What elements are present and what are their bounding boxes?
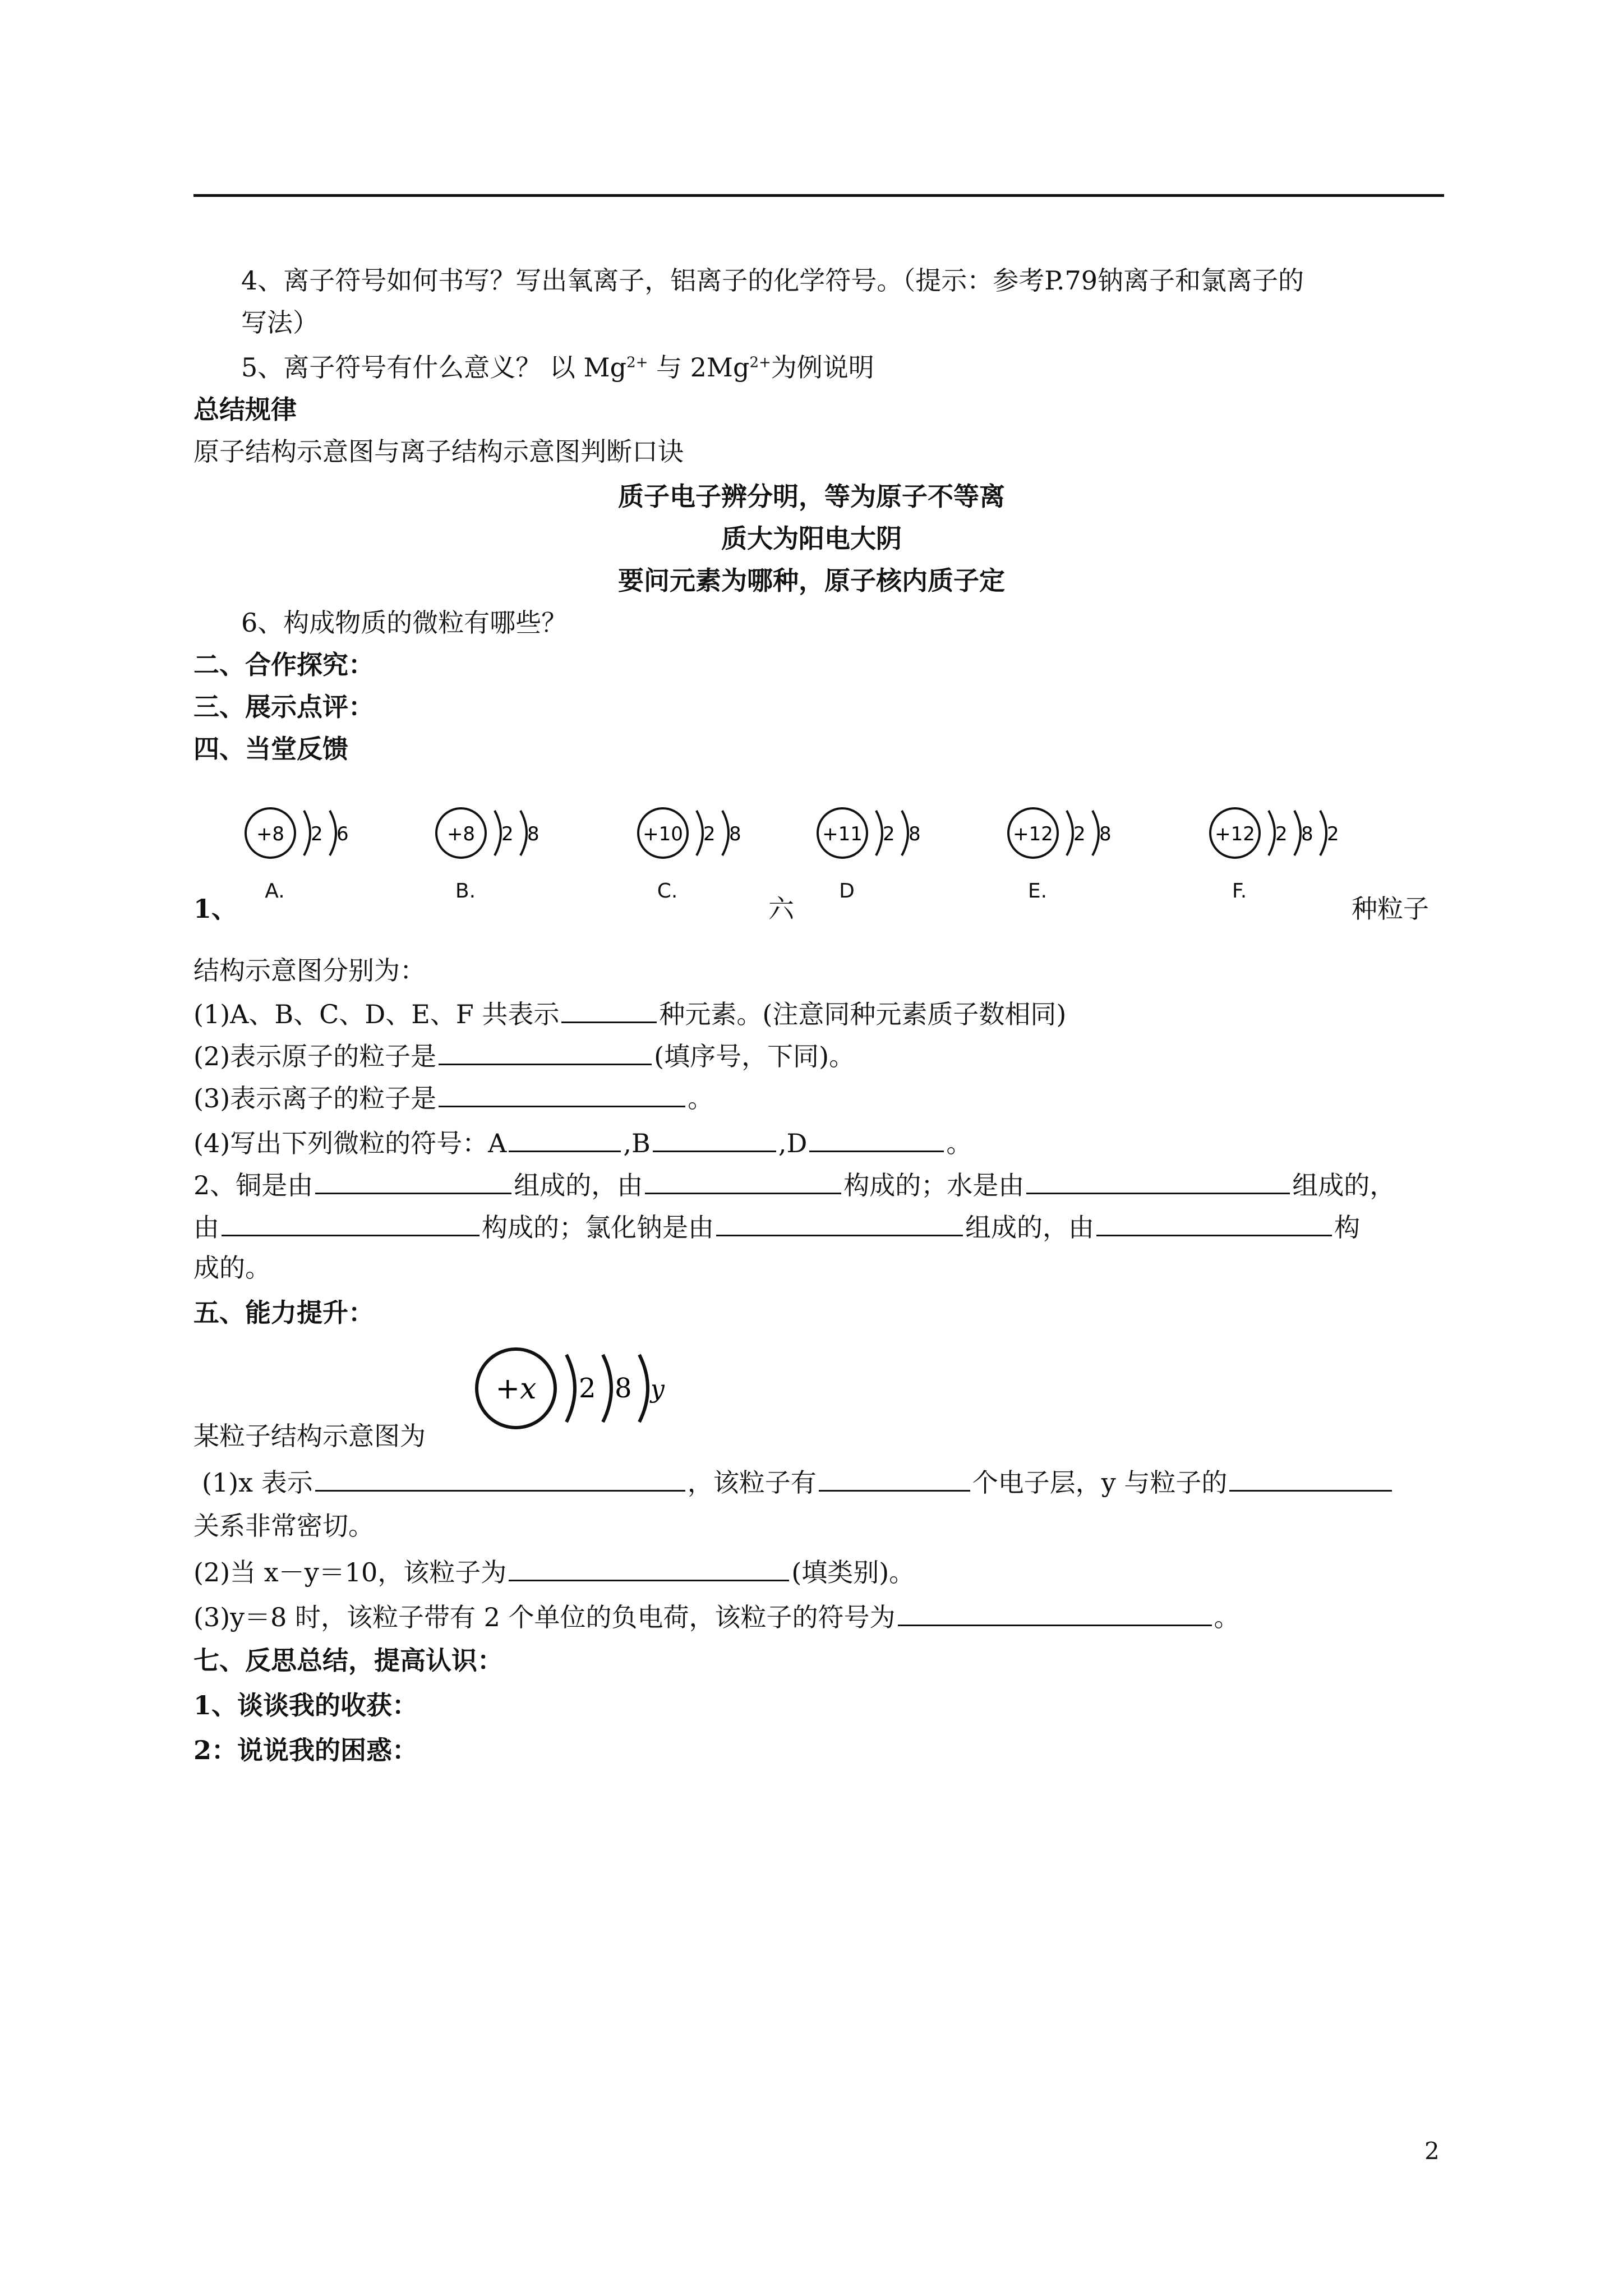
sub2-text-b: (填序号，下同)。 [654,1041,855,1071]
atom-shell-arc [520,811,527,855]
atom-shell-arc [330,811,336,855]
summary-heading: 总结规律 [193,394,297,425]
page-number: 2 [1424,2137,1440,2165]
atom-diagram-label: C. [657,880,678,903]
particle-shell-arc-1 [566,1355,575,1422]
sub3-text-b: 。 [688,1083,714,1114]
atom-diagram-svg [432,791,600,875]
sub4-text-c: ,D [778,1128,808,1158]
q2-l1-a: 2、铜是由 [193,1170,313,1200]
summary-intro: 原子结构示意图与离子结构示意图判断口诀 [193,436,684,467]
atom-shell-arc [1294,811,1301,855]
sub1-text-a: (1)A、B、C、D、E、F 共表示 [193,999,560,1029]
atom-shell-electron-count: 2 [703,823,716,845]
q2-l1-b: 组成的，由 [514,1170,643,1200]
sub4-text-d: 。 [946,1128,972,1158]
reflection-confusions: 2：说说我的困惑： [193,1735,418,1765]
ability-s1-a: (1)x 表示 [202,1467,313,1498]
atom-shell-arc [495,811,501,855]
atom-shell-arc [876,811,882,855]
atom-diagram-row [241,791,1419,931]
feedback-sub2 [193,1038,855,1073]
q2-blank-copper-particles[interactable] [645,1167,841,1194]
feedback-q2-line3: 成的。 [193,1253,271,1283]
feedback-q1-suffix: 种粒子 [1352,894,1429,924]
atom-diagram-label: E. [1027,880,1048,903]
atom-shell-arc [1320,811,1326,855]
feedback-sub4 [193,1125,972,1160]
atom-shell-electron-count: 8 [527,823,540,845]
atom-shell-arc [1092,811,1099,855]
header-rule [193,194,1444,197]
rhyme-line-1: 质子电子辨分明，等为原子不等离 [618,481,1005,512]
atom-diagram-label: D [839,880,855,903]
particle-diagram-svg [471,1338,684,1450]
atom-shell-electron-count: 8 [1301,823,1313,845]
q2-blank-water-particles[interactable] [222,1209,479,1236]
q2-blank-nacl-composition[interactable] [716,1209,963,1236]
ability-s1-line1 [202,1464,1394,1499]
sub2-blank[interactable] [439,1038,652,1065]
question-5 [241,351,874,384]
atom-shell-arc [697,811,703,855]
atom-diagram-label: F. [1232,880,1247,903]
atom-shell-electron-count: 2 [311,823,323,845]
sub4-blank-d[interactable] [809,1125,944,1152]
atom-shell-arc [1269,811,1275,855]
atom-diagram-svg [634,791,802,875]
particle-nucleus-text: +x [495,1372,537,1406]
atom-diagram-svg [1004,791,1172,875]
ability-intro: 某粒子结构示意图为 [193,1421,426,1451]
atom-shell-arc [1067,811,1073,855]
section-heading-3: 三、展示点评： [193,692,374,722]
ability-s1-b: ，该粒子有 [687,1467,817,1498]
section-heading-4: 四、当堂反馈 [193,734,348,764]
sub2-text-a: (2)表示原子的粒子是 [193,1041,437,1071]
feedback-q1-mid: 六 [768,894,794,924]
atom-diagram-1 [241,791,376,926]
ability-blank-shell-count[interactable] [819,1464,970,1492]
sub3-text-a: (3)表示离子的粒子是 [193,1083,437,1114]
sub1-blank[interactable] [561,996,657,1023]
particle-shell-3-count: y [651,1375,665,1404]
q5-sup2: 2+ [749,354,771,371]
atom-diagram-6 [1206,791,1340,926]
atom-shell-arc [304,811,310,855]
q2-l1-c: 构成的；水是由 [843,1170,1025,1200]
atom-nucleus-charge: +8 [446,823,476,845]
atom-shell-electron-count: 2 [501,823,514,845]
ability-blank-y-relation[interactable] [1229,1464,1392,1492]
atom-diagram-4 [813,791,948,926]
particle-shell-2-count: 8 [615,1373,632,1404]
q2-blank-nacl-particles[interactable] [1096,1209,1332,1236]
q2-l2-c: 组成的，由 [965,1212,1094,1243]
particle-shell-arc-2 [603,1355,611,1422]
atom-shell-electron-count: 8 [729,823,741,845]
feedback-q1-prefix: 1、 [193,894,238,924]
feedback-q2-line1 [193,1167,1395,1202]
sub4-blank-a[interactable] [509,1125,621,1152]
ability-s3-a: (3)y＝8 时，该粒子带有 2 个单位的负电荷，该粒子的符号为 [193,1602,896,1632]
sub4-text-b: ,B [623,1128,651,1158]
particle-shell-arc-3 [639,1355,648,1422]
q5-mid: 与 2Mg [648,352,750,383]
atom-shell-electron-count: 2 [1073,823,1086,845]
ability-s2-b: (填类别)。 [791,1557,915,1588]
section-heading-7: 七、反思总结，提高认识： [193,1645,503,1676]
particle-shell-1-count: 2 [579,1373,596,1404]
ability-s2-a: (2)当 x－y＝10，该粒子为 [193,1557,507,1588]
atom-shell-electron-count: 6 [336,823,349,845]
atom-shell-arc [902,811,908,855]
sub3-blank[interactable] [439,1080,685,1107]
ability-s3 [193,1599,1240,1634]
ability-blank-x-meaning[interactable] [315,1464,685,1492]
ability-s1-c: 个电子层，y 与粒子的 [972,1467,1228,1498]
q2-l2-a: 由 [193,1212,219,1243]
atom-diagram-svg [1206,791,1374,875]
atom-shell-electron-count: 8 [909,823,921,845]
atom-diagram-label: A. [265,880,285,903]
q5-sup1: 2+ [626,354,648,371]
q2-l2-b: 构成的；氯化钠是由 [482,1212,714,1243]
ability-blank-symbol[interactable] [898,1599,1212,1626]
rhyme-line-3: 要问元素为哪种，原子核内质子定 [618,565,1005,596]
atom-diagram-svg [813,791,981,875]
atom-diagram-svg [241,791,409,875]
atom-shell-electron-count: 2 [1275,823,1288,845]
atom-nucleus-charge: +8 [256,823,285,845]
sub1-text-b: 种元素。(注意同种元素质子数相同) [659,999,1067,1029]
atom-diagram-5 [1004,791,1138,926]
q2-blank-copper-composition[interactable] [315,1167,511,1194]
question-4-line1: 4、离子符号如何书写？写出氧离子，铝离子的化学符号。（提示：参考P.79钠离子和氯离子的 [241,265,1304,296]
sub4-blank-b[interactable] [653,1125,776,1152]
sub4-text-a: (4)写出下列微粒的符号：A [193,1128,507,1158]
section-heading-5: 五、能力提升： [193,1297,374,1328]
section-heading-2: 二、合作探究： [193,650,374,680]
ability-s3-b: 。 [1214,1602,1240,1632]
atom-nucleus-charge: +10 [643,823,683,845]
q5-suffix: 为例说明 [771,352,874,383]
rhyme-line-2: 质大为阳电大阴 [721,523,902,554]
atom-shell-electron-count: 8 [1099,823,1112,845]
atom-diagram-3 [634,791,768,926]
atom-diagram-2 [432,791,566,926]
question-6: 6、构成物质的微粒有哪些？ [241,608,568,638]
feedback-sub3 [193,1080,713,1115]
particle-diagram [471,1338,684,1450]
feedback-q2-line2 [193,1209,1360,1244]
atom-nucleus-charge: +11 [822,823,863,845]
atom-shell-arc [722,811,728,855]
ability-s1-line2: 关系非常密切。 [193,1511,374,1541]
atom-nucleus-charge: +12 [1013,823,1053,845]
ability-s2 [193,1554,915,1589]
ability-blank-category[interactable] [509,1554,789,1581]
question-4-line2: 写法） [241,307,319,338]
q2-l2-d: 构 [1334,1212,1360,1243]
q2-blank-water-composition[interactable] [1026,1167,1290,1194]
feedback-sub1 [193,996,1066,1031]
atom-nucleus-charge: +12 [1215,823,1255,845]
q2-l1-d: 组成的， [1292,1170,1396,1200]
atom-shell-electron-count: 2 [883,823,895,845]
q5-prefix: 5、离子符号有什么意义？ 以 Mg [241,352,627,383]
atom-shell-electron-count: 2 [1327,823,1339,845]
atom-diagram-label: B. [455,880,476,903]
reflection-gains: 1、谈谈我的收获： [193,1690,418,1720]
feedback-q1-line2: 结构示意图分别为： [193,955,426,986]
